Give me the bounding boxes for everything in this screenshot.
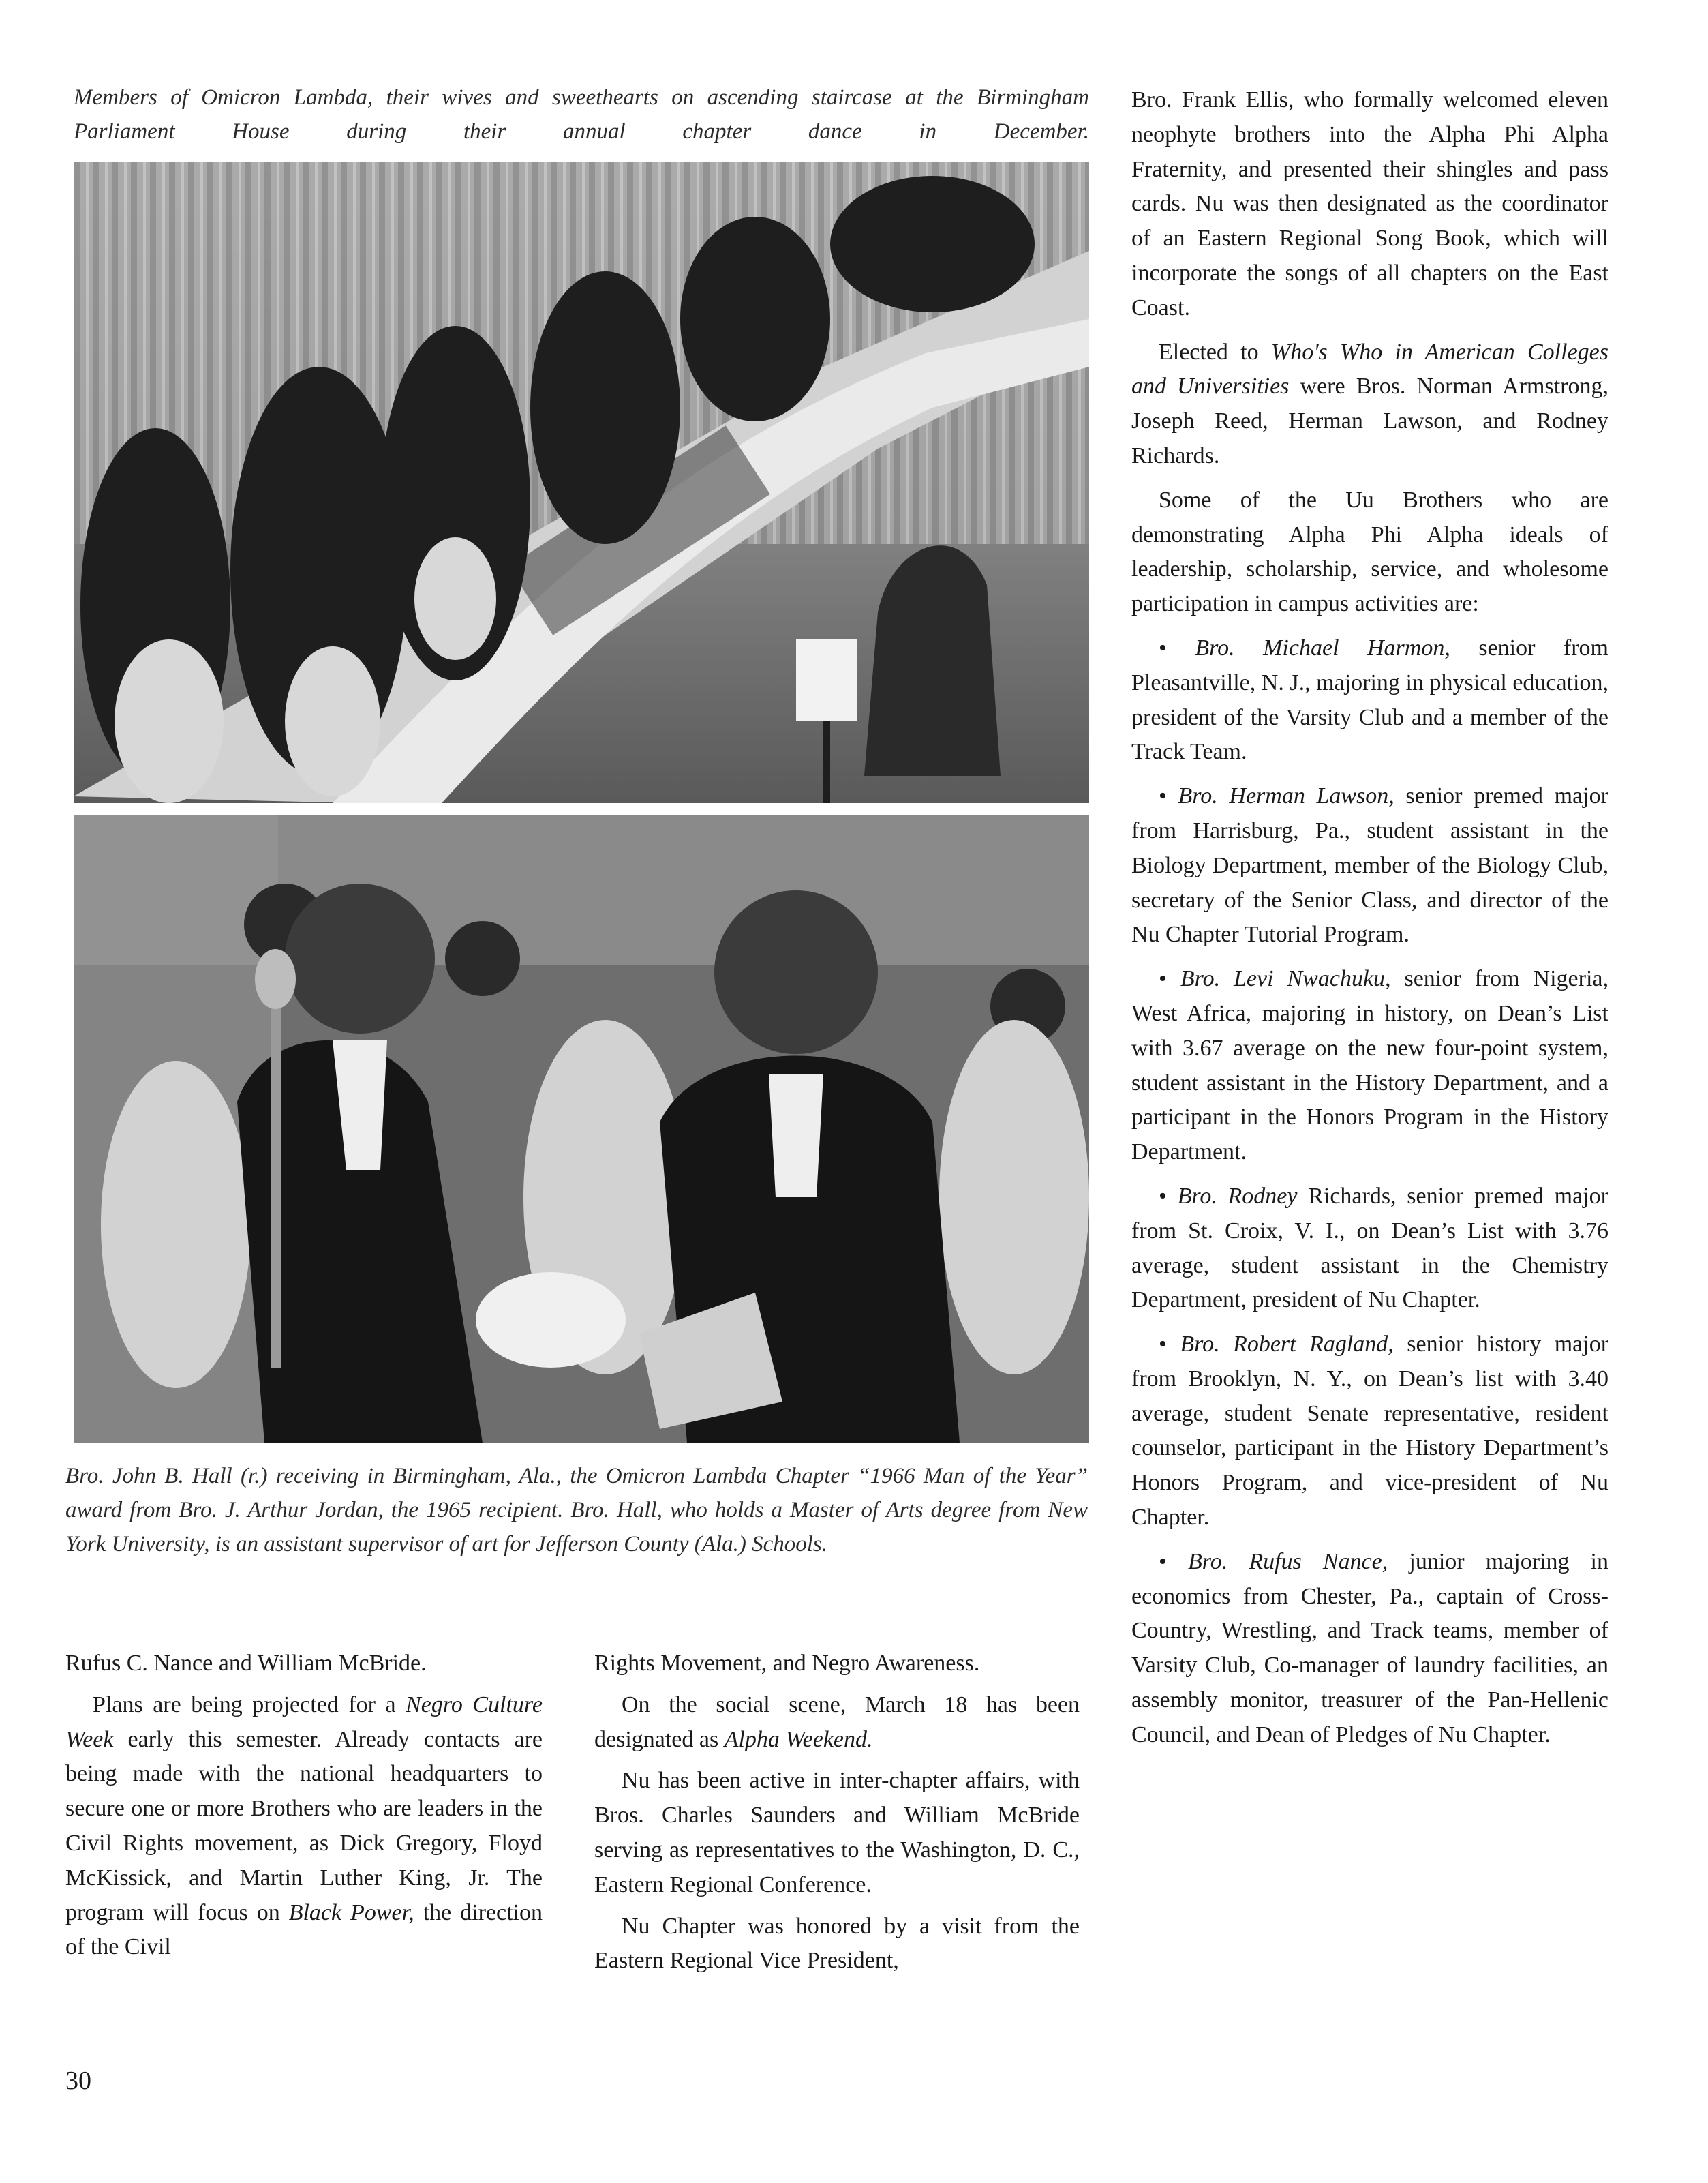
- photo-caption-staircase: Members of Omicron Lambda, their wives and sweethearts on ascending staircase at the Birmingham Parliament House during their annual chapter dance in December.: [74, 85, 1089, 144]
- paragraph: On the social scene, March 18 has been designated as Alpha Weekend.: [594, 1691, 1080, 1752]
- bullet-item: • Bro. Herman Lawson, senior premed major from Harrisburg, Pa., student assistant in the Biology Department, member of the Biology Club, secretary of the Senior Class, and director of the Nu Chapter Tutorial Program.: [1131, 779, 1608, 952]
- paragraph: Rights Movement, and Negro Awareness.: [594, 1651, 980, 1676]
- paragraph: Nu Chapter was honored by a visit from the Eastern Regional Vice President,: [594, 1913, 1080, 1974]
- text-column-left: [65, 1646, 543, 1972]
- bullet-item: • Bro. Michael Harmon, senior from Pleasantville, N. J., majoring in physical education, president of the Varsity Club and a member of the Track Team.: [1131, 631, 1608, 770]
- paragraph: Rufus C. Nance and William McBride.: [65, 1651, 427, 1676]
- paragraph: Nu has been active in inter-chapter affairs, with Bros. Charles Saunders and William McBride serving as representatives to the Washington, D. C., Eastern Regional Conference.: [594, 1768, 1080, 1897]
- page-number: 30: [65, 2066, 91, 2095]
- bullet-item: • Bro. Levi Nwachuku, senior from Nigeria, West Africa, majoring in history, on Dean’s List with 3.67 average on the new four-point system, student assistant in the History Department, and a participant in the Honors Program in the History Department.: [1131, 962, 1608, 1170]
- paragraph: Bro. Frank Ellis, who formally welcomed eleven neophyte brothers into the Alpha Phi Alpha Fraternity, and presented their shingles and pass cards. Nu was then designated as the coordinator of an Eastern Regional Song Book, which will incorporate the songs of all chapters on the East Coast.: [1131, 87, 1608, 320]
- bullet-item: • Bro. Rodney Richards, senior premed major from St. Croix, V. I., on Dean’s List with 3.76 average, student assistant in the Chemistry Department, president of Nu Chapter.: [1131, 1179, 1608, 1318]
- photo-award-handshake: [74, 815, 1089, 1443]
- photo-caption-award: Bro. John B. Hall (r.) receiving in Birmingham, Ala., the Omicron Lambda Chapter “1966 Man of the Year” award from Bro. J. Arthur Jordan, the 1965 recipient. Bro. Hall, who holds a Master of Arts degree from New York University, is an assistant supervisor of art for Jefferson County (Ala.) Schools.: [65, 1464, 1088, 1556]
- paragraph: Plans are being projected for a Negro Culture Week early this semester. Already contacts are being made with the national headquarters to secure one or more Brothers who are leaders in the Civil Rights movement, as Dick Gregory, Floyd McKissick, and Martin Luther King, Jr. The program will focus on Black Power, the direction of the Civil: [65, 1691, 543, 1960]
- paragraph: Elected to Who's Who in American Colleges and Universities were Bros. Norman Armstrong, Joseph Reed, Herman Lawson, and Rodney Richards.: [1131, 339, 1608, 468]
- text-column-right: [1131, 83, 1608, 1762]
- bullet-item: • Bro. Robert Ragland, senior history major from Brooklyn, N. Y., on Dean’s list with 3.40 average, student Senate representative, resident counselor, participant in the History Department’s Honors Program, and vice-president of Nu Chapter.: [1131, 1327, 1608, 1535]
- paragraph: Some of the Uu Brothers who are demonstrating Alpha Phi Alpha ideals of leadership, scholarship, service, and wholesome participation in campus activities are:: [1131, 487, 1608, 617]
- bullet-item: • Bro. Rufus Nance, junior majoring in economics from Chester, Pa., captain of Cross-Country, Wrestling, and Track teams, member of Varsity Club, Co-manager of laundry facilities, an assembly monitor, treasurer of the Pan-Hellenic Council, and Dean of Pledges of Nu Chapter.: [1131, 1545, 1608, 1753]
- text-column-middle: [594, 1646, 1080, 1985]
- photo-staircase-group: [74, 162, 1089, 803]
